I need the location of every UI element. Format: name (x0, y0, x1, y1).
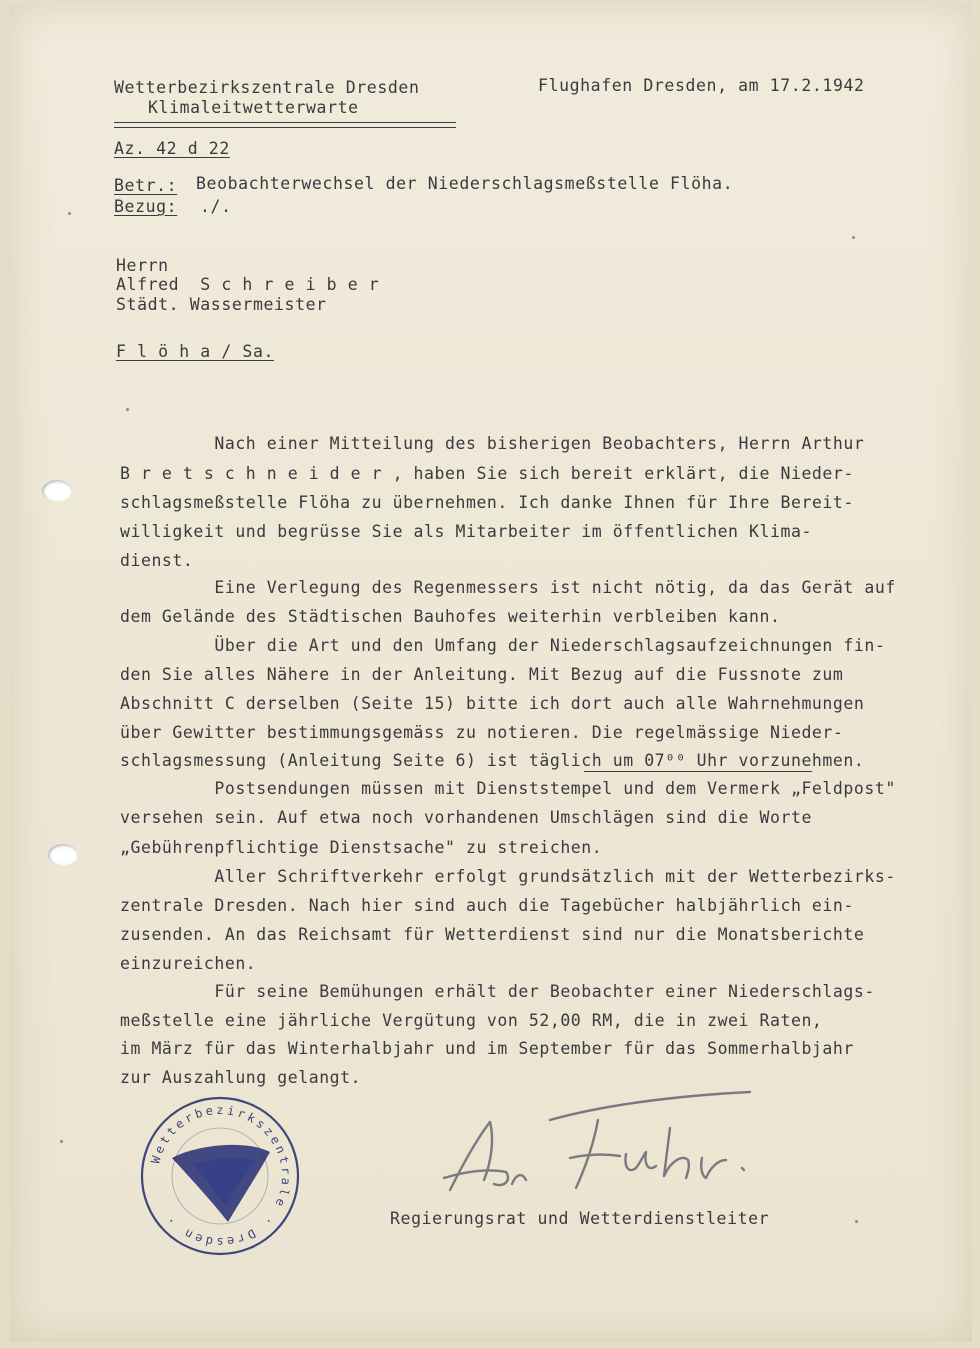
body-line: Über die Art und den Umfang der Niederschlagsaufzeichnungen fin- (120, 636, 886, 655)
reference-label: Bezug: (114, 197, 178, 216)
body-line: B r e t s c h n e i d e r , haben Sie sich bereit erklärt, die Nieder- (120, 464, 854, 483)
body-line: schlagsmeßstelle Flöha zu übernehmen. Ich danke Ihnen für Ihre Bereit- (120, 493, 854, 512)
body-line: Postsendungen müssen mit Dienststempel und dem Vermerk „Feldpost" (120, 779, 896, 798)
punch-hole-top (42, 480, 72, 502)
body-line: dem Gelände des Städtischen Bauhofes weiterhin verbleiben kann. (120, 607, 781, 626)
subject-label: Betr.: (114, 176, 178, 195)
body-line: Für seine Bemühungen erhält der Beobachter einer Niederschlags- (120, 982, 875, 1001)
body-line: versehen sein. Auf etwa noch vorhandenen Umschlägen sind die Worte (120, 808, 812, 827)
recipient-city: F l ö h a / Sa. (116, 342, 275, 361)
body-line: meßstelle eine jährliche Vergütung von 52,00 RM, die in zwei Raten, (120, 1011, 823, 1030)
body-line: Eine Verlegung des Regenmessers ist nicht nötig, da das Gerät auf (120, 578, 896, 597)
file-reference: Az. 42 d 22 (114, 139, 230, 158)
sender-department: Klimaleitwetterwarte (148, 98, 359, 117)
sender-organization: Wetterbezirkszentrale Dresden (114, 78, 420, 97)
recipient-name: Alfred S c h r e i b e r (116, 275, 380, 294)
handwritten-signature (420, 1080, 780, 1210)
body-line: Abschnitt C derselben (Seite 15) bitte ich dort auch alle Wahrnehmungen (120, 694, 865, 713)
body-line: einzureichen. (120, 954, 257, 973)
body-line: zusenden. An das Reichsamt für Wetterdienst sind nur die Monatsberichte (120, 925, 865, 944)
svg-text:Wetterbezirkszentrale · Dresde: Wetterbezirkszentrale · Dresden · (148, 1102, 294, 1250)
recipient-title: Städt. Wassermeister (116, 295, 327, 314)
body-line: Nach einer Mitteilung des bisherigen Beobachters, Herrn Arthur (120, 434, 865, 453)
place-and-date: Flughafen Dresden, am 17.2.1942 (538, 76, 865, 95)
body-line: zur Auszahlung gelangt. (120, 1068, 362, 1087)
body-line: „Gebührenpflichtige Dienstsache" zu streichen. (120, 838, 603, 857)
reference-text: ./. (200, 197, 232, 216)
punch-hole-bottom (48, 844, 78, 866)
emphasis-underline (584, 771, 812, 772)
body-line: willigkeit und begrüsse Sie als Mitarbeiter im öffentlichen Klima- (120, 522, 812, 541)
header-double-rule (114, 122, 456, 128)
signatory-role: Regierungsrat und Wetterdienstleiter (390, 1209, 770, 1228)
body-line: dienst. (120, 551, 194, 570)
body-line: zentrale Dresden. Nach hier sind auch die Tagebücher halbjährlich ein- (120, 896, 854, 915)
recipient-salutation: Herrn (116, 256, 169, 275)
body-line: im März für das Winterhalbjahr und im September für das Sommerhalbjahr (120, 1039, 854, 1058)
body-line: Aller Schriftverkehr erfolgt grundsätzlich mit der Wetterbezirks- (120, 867, 896, 886)
subject-text: Beobachterwechsel der Niederschlagsmeßstelle Flöha. (196, 174, 734, 193)
official-stamp (138, 1094, 302, 1258)
body-line: den Sie alles Nähere in der Anleitung. Mit Bezug auf die Fussnote zum (120, 665, 844, 684)
body-line: über Gewitter bestimmungsgemäss zu notieren. Die regelmässige Nieder- (120, 723, 844, 742)
body-line: schlagsmessung (Anleitung Seite 6) ist täglich um 07⁰⁰ Uhr vorzunehmen. (120, 751, 865, 770)
